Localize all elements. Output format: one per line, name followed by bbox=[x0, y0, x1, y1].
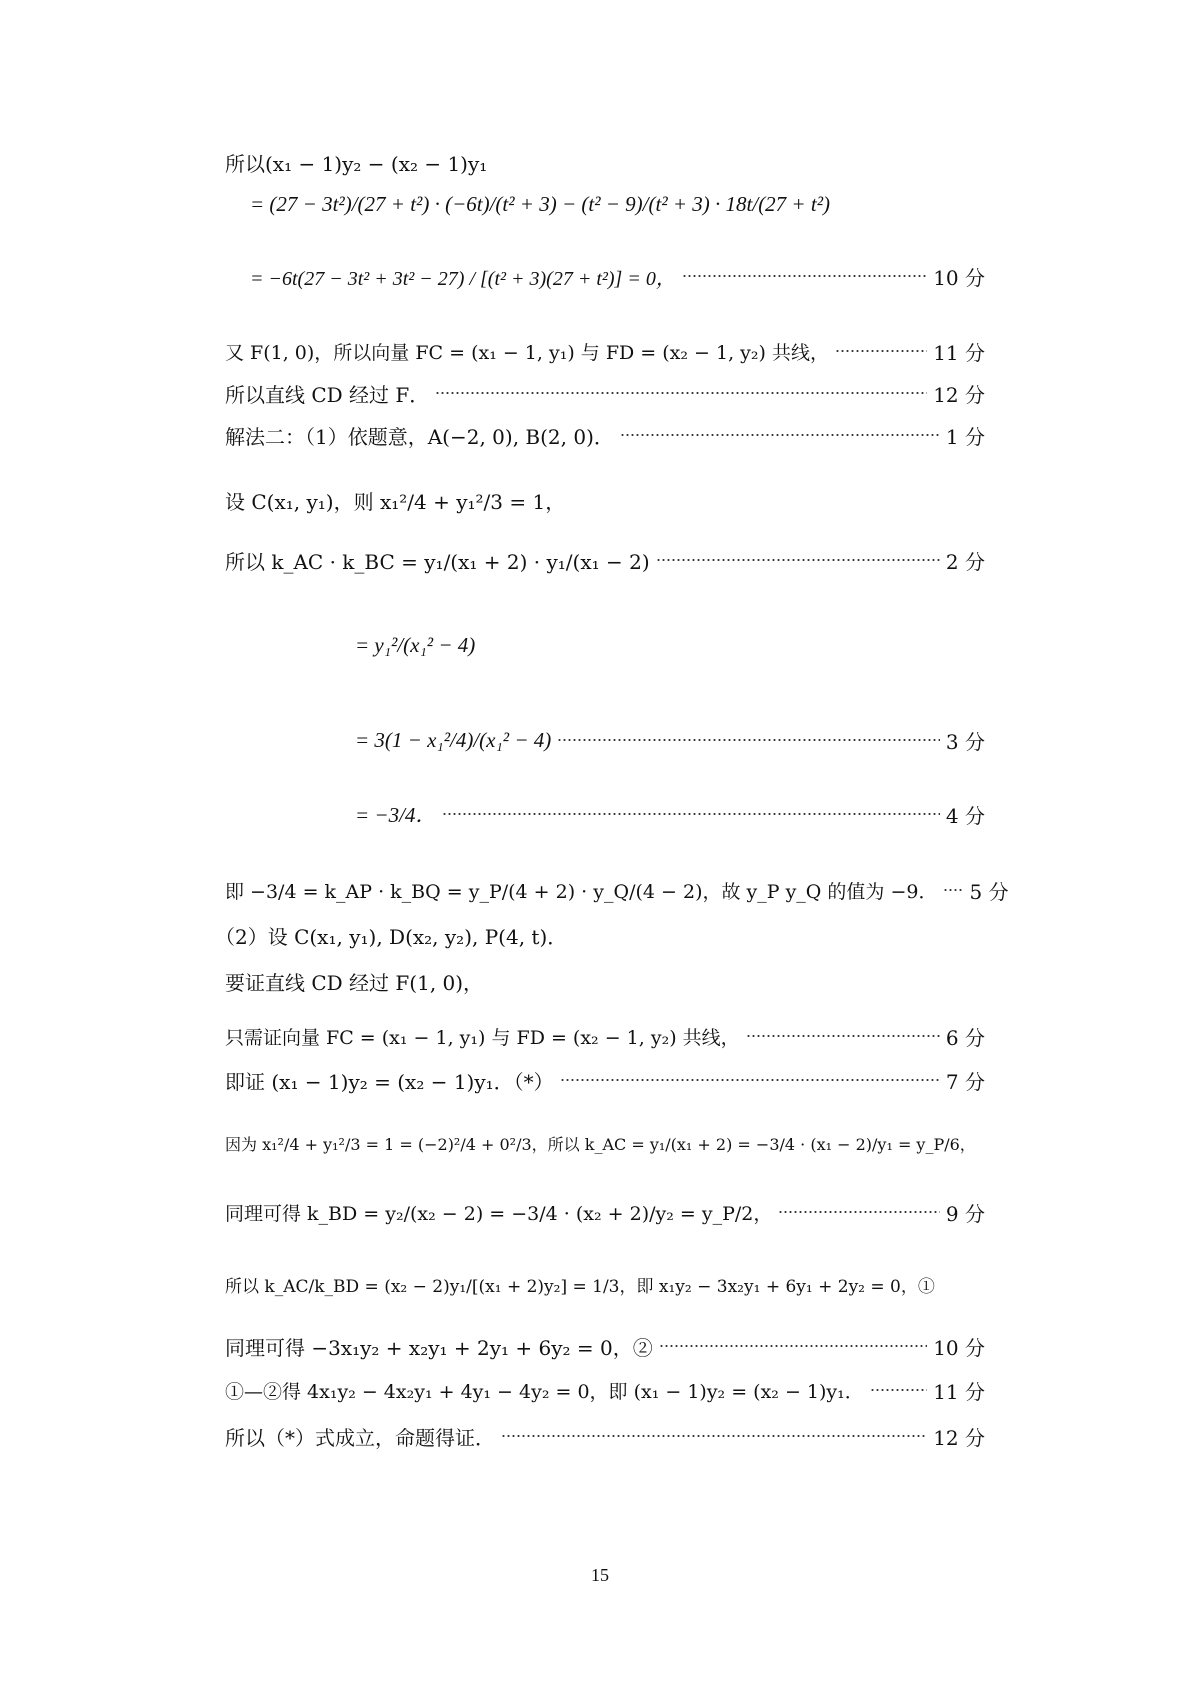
dot-leader bbox=[682, 274, 927, 278]
solution-line-3 bbox=[250, 258, 985, 294]
solution-line-12 bbox=[225, 872, 1009, 908]
solution-line-19 bbox=[225, 1266, 985, 1302]
solution-line-1 bbox=[225, 144, 985, 180]
solution-line-6 bbox=[225, 417, 985, 453]
solution-line-5 bbox=[225, 375, 985, 411]
equation-text: 所以 k_AC/k_BD = (x₂ − 2)y₁/[(x₁ + 2)y₂] = 1/3，即 x₁y₂ − 3x₂y₁ + 6y₁ + 2y₂ = 0，① bbox=[225, 1276, 935, 1297]
dot-leader bbox=[560, 1078, 940, 1082]
solution-line-20 bbox=[225, 1328, 985, 1364]
equation-text: = (27 − 3t²)/(27 + t²) · (−6t)/(t² + 3) − (t² − 9)/(t² + 3) · 18t/(27 + t²) bbox=[250, 191, 830, 216]
equation-text: ①—②得 4x₁y₂ − 4x₂y₁ + 4y₁ − 4y₂ = 0，即 (x₁ − 1)y₂ = (x₂ − 1)y₁． bbox=[225, 1380, 864, 1403]
equation-text: 设 C(x₁, y₁)，则 x₁²/4 + y₁²/3 = 1， bbox=[225, 489, 566, 514]
equation-text: 所以（*）式成立，命题得证． bbox=[225, 1425, 495, 1450]
solution-line-8 bbox=[225, 542, 985, 578]
solution-line-21 bbox=[225, 1372, 985, 1408]
equation-text: （2）设 C(x₁, y₁), D(x₂, y₂), P(4, t)． bbox=[215, 924, 568, 949]
score-label: 10 分 bbox=[933, 1335, 985, 1360]
score-label: 10 分 bbox=[933, 265, 985, 290]
equation-text: = 3(1 − x₁²/4)/(x₁² − 4) bbox=[355, 727, 552, 752]
solution-line-22 bbox=[225, 1418, 985, 1454]
dot-leader bbox=[778, 1210, 940, 1214]
score-label: 12 分 bbox=[933, 382, 985, 407]
dot-leader bbox=[746, 1034, 940, 1038]
solution-line-11 bbox=[355, 796, 985, 832]
solution-line-14 bbox=[225, 963, 985, 999]
score-label: 7 分 bbox=[945, 1069, 985, 1094]
solution-line-9 bbox=[355, 627, 985, 663]
score-label: 11 分 bbox=[933, 340, 985, 365]
dot-leader bbox=[656, 558, 940, 562]
equation-text: 即证 (x₁ − 1)y₂ = (x₂ − 1)y₁．（*） bbox=[225, 1069, 554, 1094]
score-label: 11 分 bbox=[933, 1379, 985, 1404]
dot-leader bbox=[501, 1434, 927, 1438]
equation-text: 即 −3/4 = k_AP · k_BQ = y_P/(4 + 2) · y_Q/(4 − 2)，故 y_P y_Q 的值为 −9． bbox=[225, 880, 938, 903]
dot-leader bbox=[835, 349, 927, 353]
dot-leader bbox=[435, 391, 927, 395]
score-label: 4 分 bbox=[945, 803, 985, 828]
score-label: 2 分 bbox=[945, 549, 985, 574]
solution-line-7 bbox=[225, 482, 985, 518]
equation-text: 只需证向量 FC = (x₁ − 1, y₁) 与 FD = (x₂ − 1, y₂) 共线， bbox=[225, 1026, 740, 1049]
solution-line-16 bbox=[225, 1062, 985, 1098]
score-label: 5 分 bbox=[969, 879, 1009, 904]
equation-text: 所以直线 CD 经过 F． bbox=[225, 382, 430, 407]
dot-leader bbox=[870, 1388, 927, 1392]
equation-text: 解法二：（1）依题意，A(−2, 0), B(2, 0)． bbox=[225, 424, 614, 449]
score-label: 6 分 bbox=[945, 1025, 985, 1050]
solution-line-17 bbox=[225, 1125, 985, 1161]
dot-leader bbox=[442, 812, 939, 816]
equation-text: 同理可得 −3x₁y₂ + x₂y₁ + 2y₁ + 6y₂ = 0，② bbox=[225, 1335, 653, 1360]
solution-line-15 bbox=[225, 1018, 985, 1054]
equation-text: = −3/4． bbox=[355, 803, 437, 827]
score-label: 3 分 bbox=[945, 729, 985, 754]
equation-text: 又 F(1, 0)，所以向量 FC = (x₁ − 1, y₁) 与 FD = (x₂ − 1, y₂) 共线， bbox=[225, 341, 829, 364]
score-label: 12 分 bbox=[933, 1425, 985, 1450]
solution-line-2 bbox=[250, 186, 985, 222]
solution-line-13 bbox=[215, 917, 975, 953]
score-label: 1 分 bbox=[945, 424, 985, 449]
score-label: 9 分 bbox=[945, 1201, 985, 1226]
equation-text: 所以(x₁ − 1)y₂ − (x₂ − 1)y₁ bbox=[225, 151, 488, 176]
solution-line-18 bbox=[225, 1194, 985, 1230]
solution-line-4 bbox=[225, 333, 985, 369]
solution-line-10 bbox=[355, 722, 985, 758]
equation-text: 因为 x₁²/4 + y₁²/3 = 1 = (−2)²/4 + 0²/3，所以 k_AC = y₁/(x₁ + 2) = −3/4 · (x₁ − 2)/y₁ = y_P/6， bbox=[225, 1134, 976, 1154]
dot-leader bbox=[659, 1344, 927, 1348]
dot-leader bbox=[943, 888, 963, 892]
equation-text: = y₁²/(x₁² − 4) bbox=[355, 632, 476, 657]
equation-text: 所以 k_AC · k_BC = y₁/(x₁ + 2) · y₁/(x₁ − 2) bbox=[225, 549, 650, 574]
equation-text: 同理可得 k_BD = y₂/(x₂ − 2) = −3/4 · (x₂ + 2)/y₂ = y_P/2， bbox=[225, 1202, 773, 1225]
equation-text: = −6t(27 − 3t² + 3t² − 27) / [(t² + 3)(27 + t²)] = 0， bbox=[250, 267, 676, 290]
dot-leader bbox=[557, 738, 940, 742]
dot-leader bbox=[620, 433, 940, 437]
equation-text: 要证直线 CD 经过 F(1, 0)， bbox=[225, 970, 484, 995]
page-number: 15 bbox=[591, 1565, 609, 1585]
